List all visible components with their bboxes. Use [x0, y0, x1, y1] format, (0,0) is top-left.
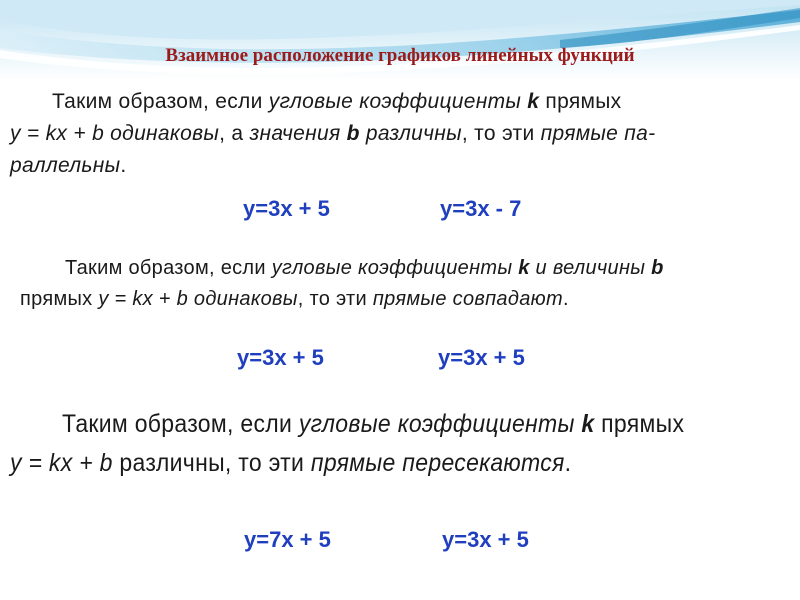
text: прямых: [539, 90, 622, 113]
equation-2-left: y=3x + 5: [237, 345, 324, 370]
text: .: [120, 154, 127, 177]
text-k: k: [518, 257, 530, 279]
equation-3-right: y=3x + 5: [442, 527, 529, 552]
equation-2-right: y=3x + 5: [438, 345, 525, 370]
text: прямых: [20, 288, 99, 310]
paragraph-parallel: [10, 86, 790, 182]
header-wave-decoration: [0, 0, 800, 80]
text-k: k: [527, 90, 540, 113]
text: Таким образом, если: [65, 257, 272, 279]
text: прямых: [594, 409, 685, 438]
text: , а: [219, 122, 250, 145]
equation-3-left: y=7x + 5: [244, 527, 331, 552]
formula-text: y = kx + b одинаковы: [10, 122, 220, 145]
text-italic: прямые па-: [540, 122, 656, 145]
formula-text: y = kx + b одинаковы: [98, 288, 298, 310]
text-italic: угловые коэффициенты: [298, 409, 582, 438]
text: .: [562, 288, 569, 310]
text-b: b: [651, 257, 664, 279]
paragraph-intersect: [10, 404, 790, 482]
page-title: Взаимное расположение графиков линейных функций: [165, 45, 635, 66]
text-italic: прямые совпадают: [372, 288, 563, 310]
text-k: k: [581, 409, 595, 438]
equation-1-right: y=3x - 7: [440, 196, 522, 221]
text-italic: прямые пересекаются: [310, 448, 565, 477]
text-italic: различны: [359, 122, 462, 145]
equation-1-left: y=3x + 5: [243, 196, 330, 221]
text-b: b: [346, 122, 360, 145]
text: , то эти: [461, 122, 541, 145]
formula-text: y = kx + b: [10, 448, 113, 477]
text: различны, то эти: [112, 448, 311, 477]
text: , то эти: [297, 288, 373, 310]
text-italic: угловые коэффициенты: [268, 90, 528, 113]
paragraph-coincide: [20, 253, 800, 315]
text-italic: значения: [249, 122, 347, 145]
text: Таким образом, если: [52, 90, 269, 113]
text-italic: угловые коэффициенты: [271, 257, 519, 279]
text-italic: раллельны: [10, 154, 121, 177]
text: Таким образом, если: [62, 409, 299, 438]
text-italic: и величины: [529, 257, 652, 279]
text: .: [564, 448, 572, 477]
